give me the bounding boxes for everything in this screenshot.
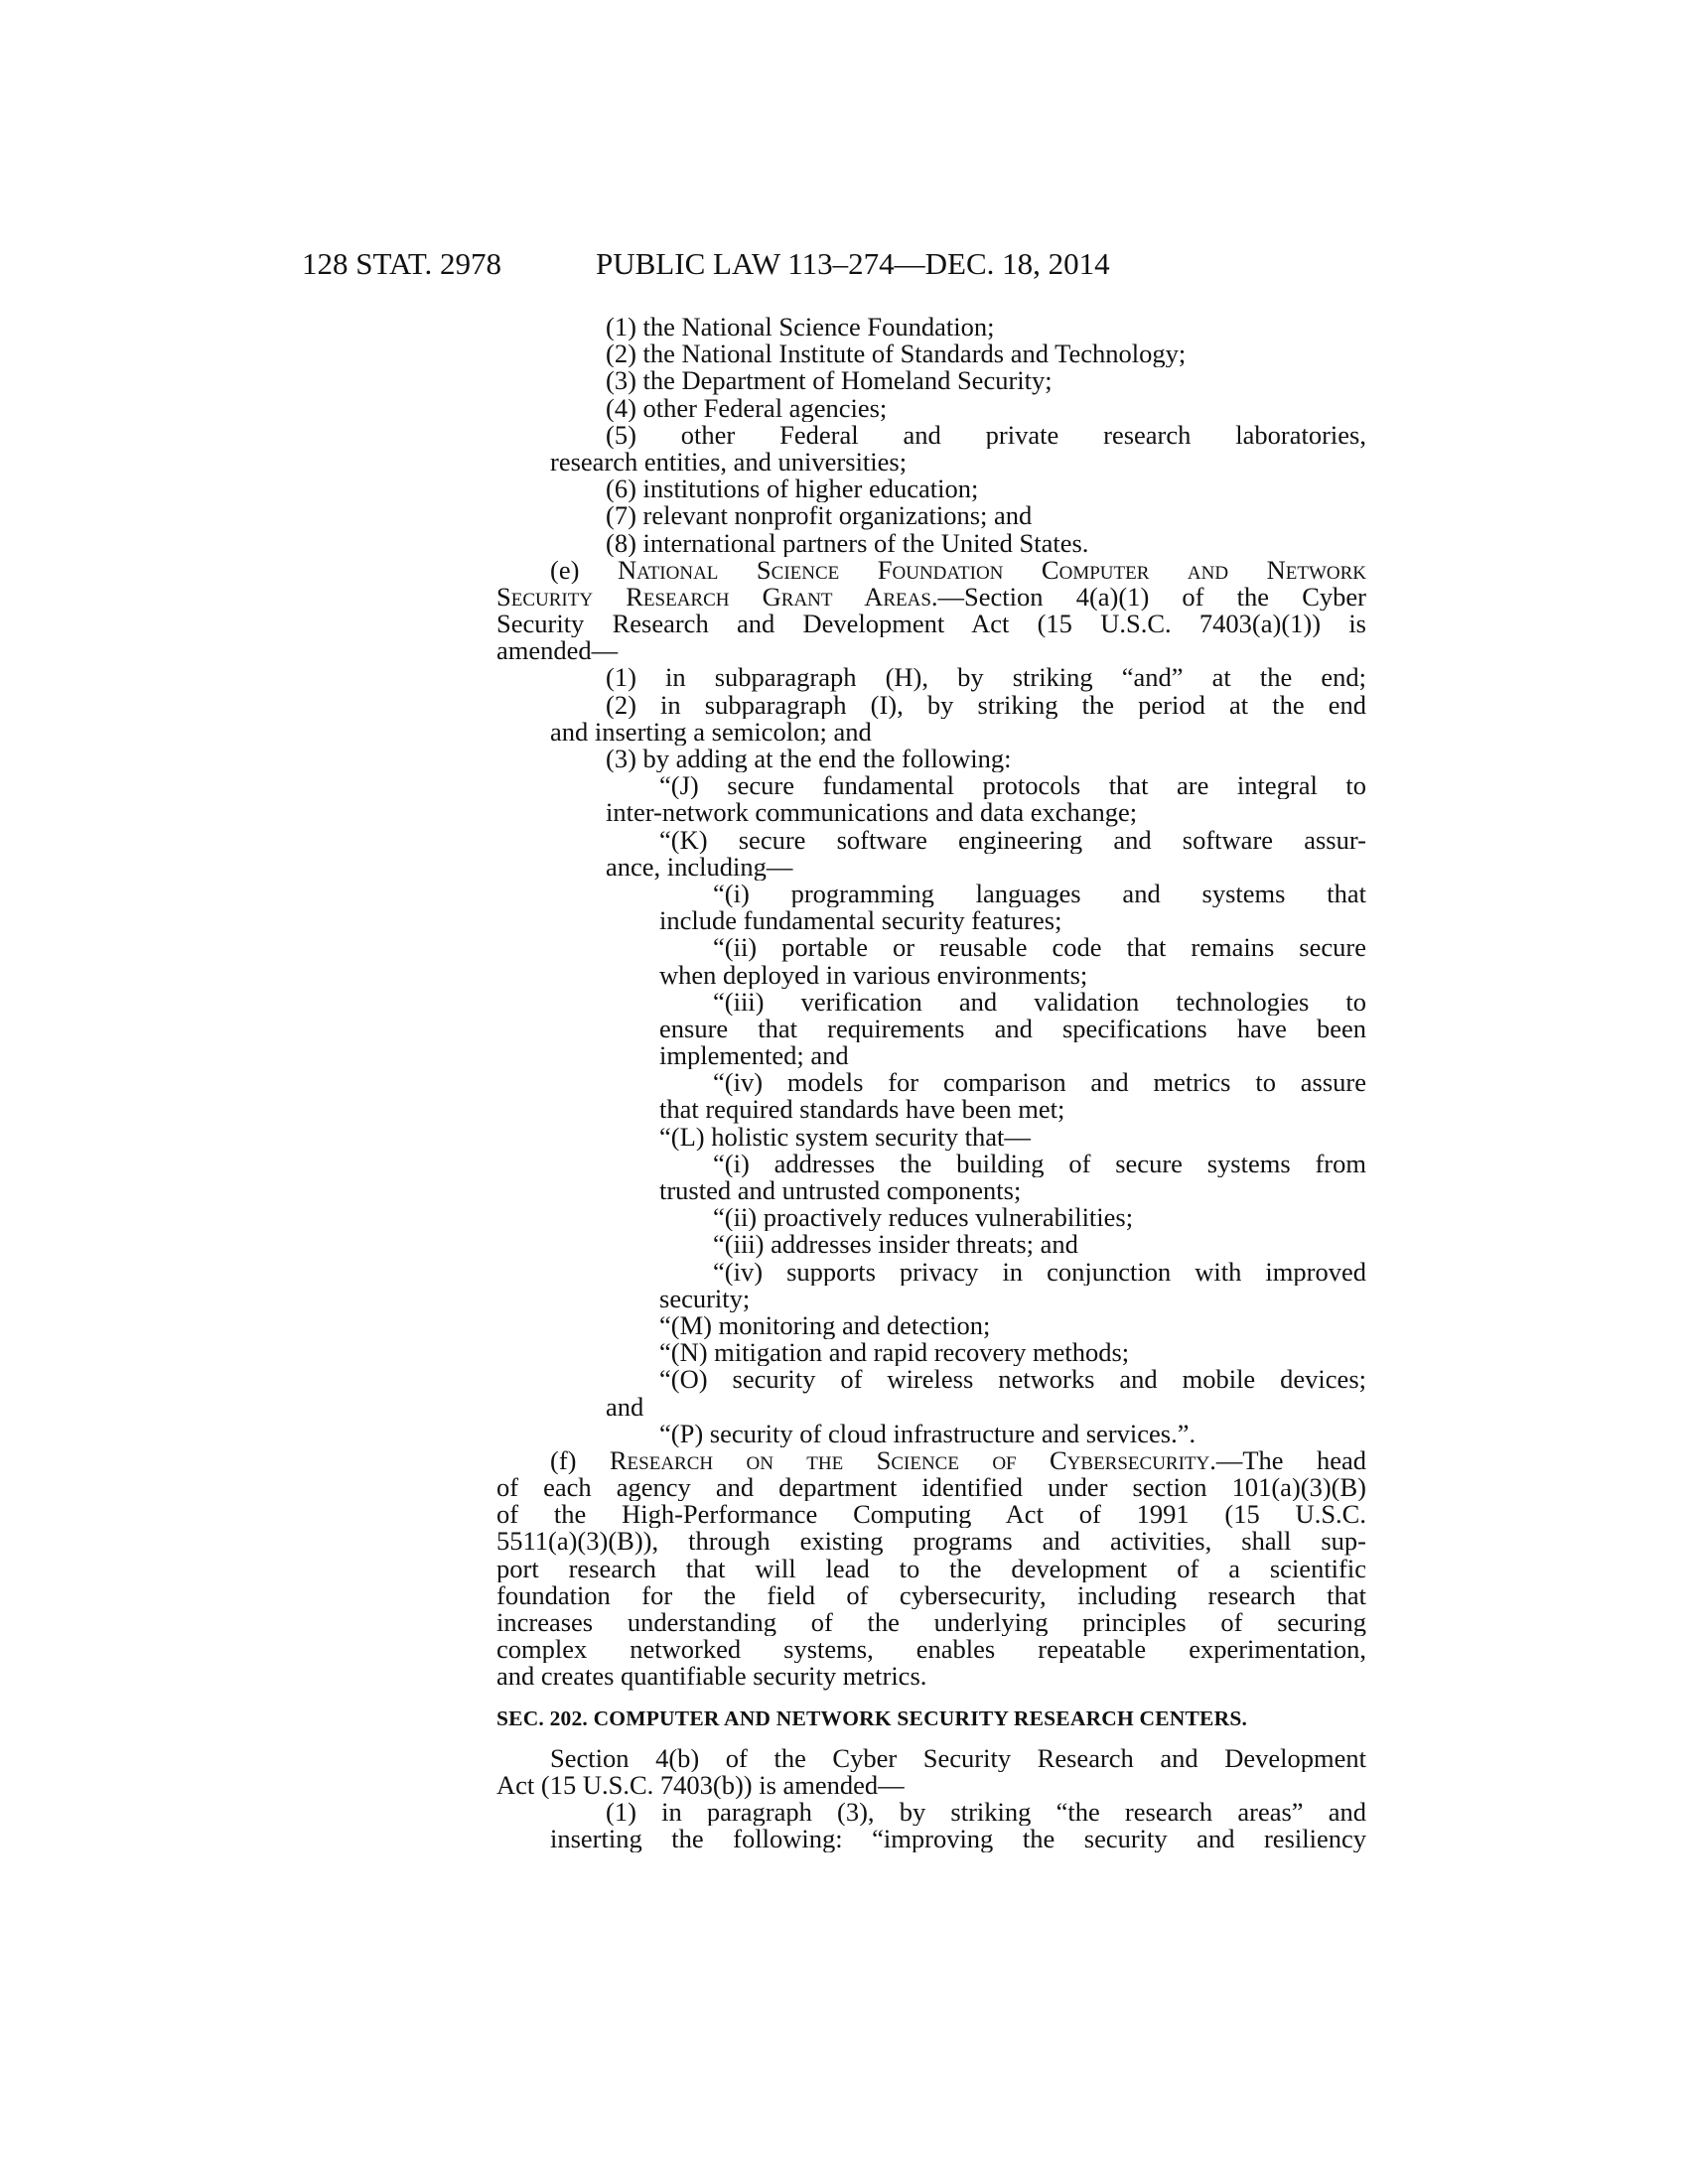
section-202-heading: SEC. 202. COMPUTER AND NETWORK SECURITY RESEARCH CENTERS. — [496, 1706, 1248, 1730]
list-item: (8) international partners of the United States. — [606, 529, 1089, 557]
subsection-f-line: complex networked systems, enables repeatable experimentation, — [496, 1636, 1366, 1664]
inserted-text: ance, including— — [606, 853, 793, 881]
document-body — [496, 314, 1366, 1852]
subsection-f-line: port research that will lead to the development of a scientific — [496, 1555, 1366, 1582]
inserted-text: inter-network communications and data exchange; — [606, 799, 1138, 827]
section-202-line: Act (15 U.S.C. 7403(b)) is amended— — [496, 1771, 905, 1799]
inserted-text: trusted and untrusted components; — [659, 1177, 1022, 1205]
inserted-text: and — [606, 1393, 644, 1421]
subsection-f-line: 5511(a)(3)(B)), through existing programs and activities, shall sup- — [496, 1528, 1366, 1556]
inserted-text: “(P) security of cloud infrastructure and services.”. — [659, 1420, 1196, 1447]
list-item: (2) the National Institute of Standards and Technology; — [606, 341, 1187, 368]
section-202-line: Section 4(b) of the Cyber Security Research and Development — [550, 1744, 1366, 1772]
inserted-text: “(L) holistic system security that— — [659, 1123, 1031, 1151]
subsection-f-line: foundation for the field of cybersecurity, including research that — [496, 1581, 1366, 1609]
amendment-item-continuation: and inserting a semicolon; and — [550, 718, 872, 746]
subsection-e-heading: National Science Foundation Computer and Network — [617, 556, 1366, 584]
section-202-line: inserting the following: “improving the security and resiliency — [550, 1826, 1366, 1853]
list-item: (4) other Federal agencies; — [606, 394, 888, 422]
list-item-continuation: research entities, and universities; — [550, 448, 908, 477]
subsection-e-line: amended— — [496, 637, 619, 665]
inserted-text: “(M) monitoring and detection; — [659, 1311, 991, 1340]
amendment-item: (1) in subparagraph (H), by striking “and” at the end; — [606, 664, 1366, 692]
inserted-text: implemented; and — [659, 1042, 849, 1070]
inserted-text: “(J) secure fundamental protocols that are integral to — [659, 772, 1366, 800]
subsection-f-line: of each agency and department identified under section 101(a)(3)(B) — [496, 1474, 1366, 1502]
subsection-e-line: Security Research Grant Areas.—Section 4(a)(1) of the Cyber — [496, 583, 1366, 612]
inserted-text: “(iv) supports privacy in conjunction with improved — [713, 1258, 1366, 1286]
inserted-text: that required standards have been met; — [659, 1096, 1065, 1124]
inserted-text: “(iii) addresses insider threats; and — [713, 1231, 1078, 1259]
subsection-f-heading: Research on the Science of Cybersecurity — [609, 1446, 1210, 1475]
subsection-f-heading-line: (f) Research on the Science of Cybersecurity.—The head — [550, 1446, 1366, 1475]
inserted-text: when deployed in various environments; — [659, 961, 1088, 989]
inserted-text: ensure that requirements and specifications have been — [659, 1015, 1366, 1043]
list-item: (7) relevant nonprofit organizations; and — [606, 502, 1033, 530]
subsection-f-line: of the High-Performance Computing Act of 1991 (15 U.S.C. — [496, 1501, 1366, 1529]
subsection-f-line: increases understanding of the underlying principles of securing — [496, 1609, 1366, 1637]
inserted-text: “(K) secure software engineering and software assur- — [659, 826, 1366, 854]
stat-citation: 128 STAT. 2978 — [302, 246, 502, 281]
list-item: (5) other Federal and private research laboratories, — [606, 421, 1366, 449]
inserted-text: “(ii) portable or reusable code that remains secure — [713, 934, 1366, 962]
inserted-text: “(O) security of wireless networks and mobile devices; — [659, 1366, 1366, 1394]
list-item: (3) the Department of Homeland Security; — [606, 367, 1053, 395]
subsection-f-line: and creates quantifiable security metrics. — [496, 1663, 927, 1691]
subsection-e-heading-line: (e) National Science Foundation Computer and Network — [550, 556, 1366, 584]
list-item: (1) the National Science Foundation; — [606, 314, 995, 341]
inserted-text: include fundamental security features; — [659, 907, 1062, 935]
section-202-line: (1) in paragraph (3), by striking “the research areas” and — [606, 1798, 1366, 1827]
page-header — [302, 244, 1366, 284]
list-item: (6) institutions of higher education; — [606, 476, 979, 503]
inserted-text: security; — [659, 1285, 751, 1312]
inserted-text: “(i) programming languages and systems that — [713, 880, 1366, 908]
amendment-item: (3) by adding at the end the following: — [606, 746, 1012, 773]
inserted-text: “(i) addresses the building of secure systems from — [713, 1150, 1366, 1177]
inserted-text: “(iv) models for comparison and metrics to assure — [713, 1069, 1366, 1097]
law-title: PUBLIC LAW 113–274—DEC. 18, 2014 — [596, 246, 1110, 281]
inserted-text: “(ii) proactively reduces vulnerabilities; — [713, 1204, 1134, 1232]
inserted-text: “(N) mitigation and rapid recovery methods; — [659, 1339, 1130, 1367]
amendment-item: (2) in subparagraph (I), by striking the period at the end — [606, 691, 1366, 719]
inserted-text: “(iii) verification and validation technologies to — [713, 988, 1366, 1016]
subsection-e-line: Security Research and Development Act (15 U.S.C. 7403(a)(1)) is — [496, 611, 1366, 638]
